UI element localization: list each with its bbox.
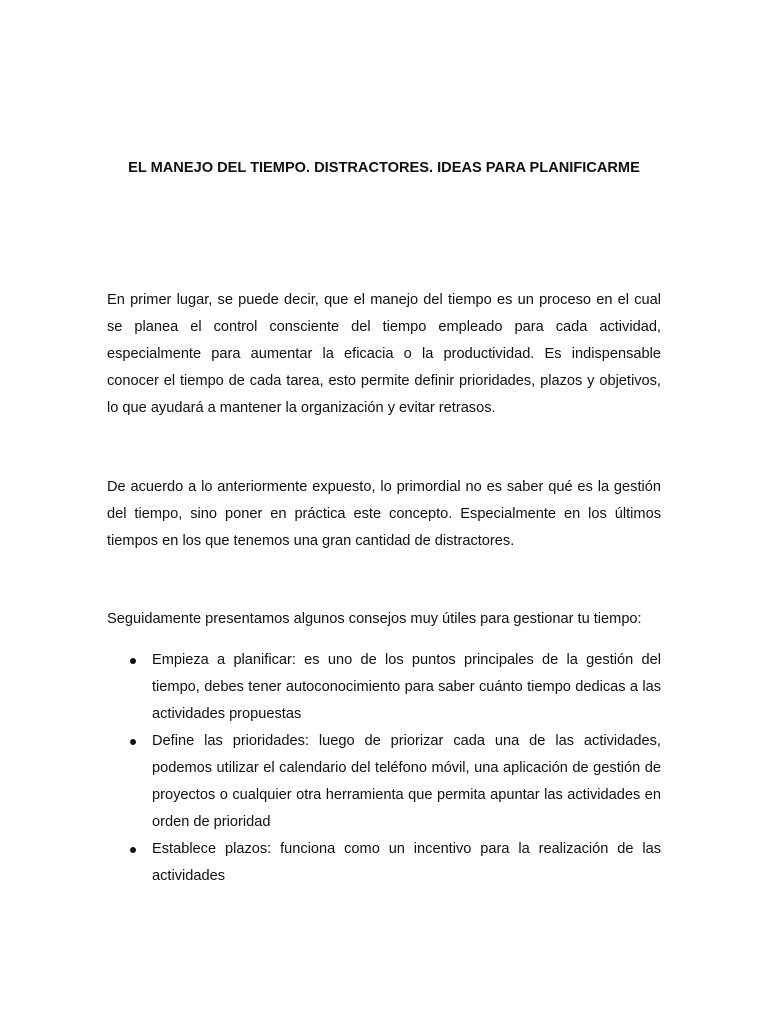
paragraph-intro: En primer lugar, se puede decir, que el manejo del tiempo es un proceso en el cual se planea el control consciente del tiempo empleado para cada actividad, especialmente para aumentar la eficacia o la productividad. Es indispensable conocer el tiempo de cada tarea, esto permite definir prioridades, plazos y objetivos, lo que ayudará a mantener la organización y evitar retrasos. <box>107 292 661 416</box>
list-item <box>107 836 661 890</box>
tips-list <box>107 647 661 890</box>
list-item <box>107 647 661 728</box>
paragraph-context: De acuerdo a lo anteriormente expuesto, lo primordial no es saber qué es la gestión del tiempo, sino poner en práctica este concepto. Especialmente en los últimos tiempos en los que tenemos una gran cantidad de distractores. <box>107 479 661 549</box>
paragraph-tips-intro: Seguidamente presentamos algunos consejos muy útiles para gestionar tu tiempo: <box>107 611 642 627</box>
list-item <box>107 728 661 836</box>
tip-text: Empieza a planificar: es uno de los puntos principales de la gestión del tiempo, debes tener autoconocimiento para saber cuánto tiempo dedicas a las actividades propuestas <box>152 652 661 722</box>
tip-text: Define las prioridades: luego de priorizar cada una de las actividades, podemos utilizar el calendario del teléfono móvil, una aplicación de gestión de proyectos o cualquier otra herramienta que permita apuntar las actividades en orden de prioridad <box>152 733 661 830</box>
document-title: EL MANEJO DEL TIEMPO. DISTRACTORES. IDEAS PARA PLANIFICARME <box>128 160 640 176</box>
tip-text: Establece plazos: funciona como un incentivo para la realización de las actividades <box>152 841 661 884</box>
bullet-icon <box>130 658 136 664</box>
bullet-icon <box>130 847 136 853</box>
bullet-icon <box>130 739 136 745</box>
